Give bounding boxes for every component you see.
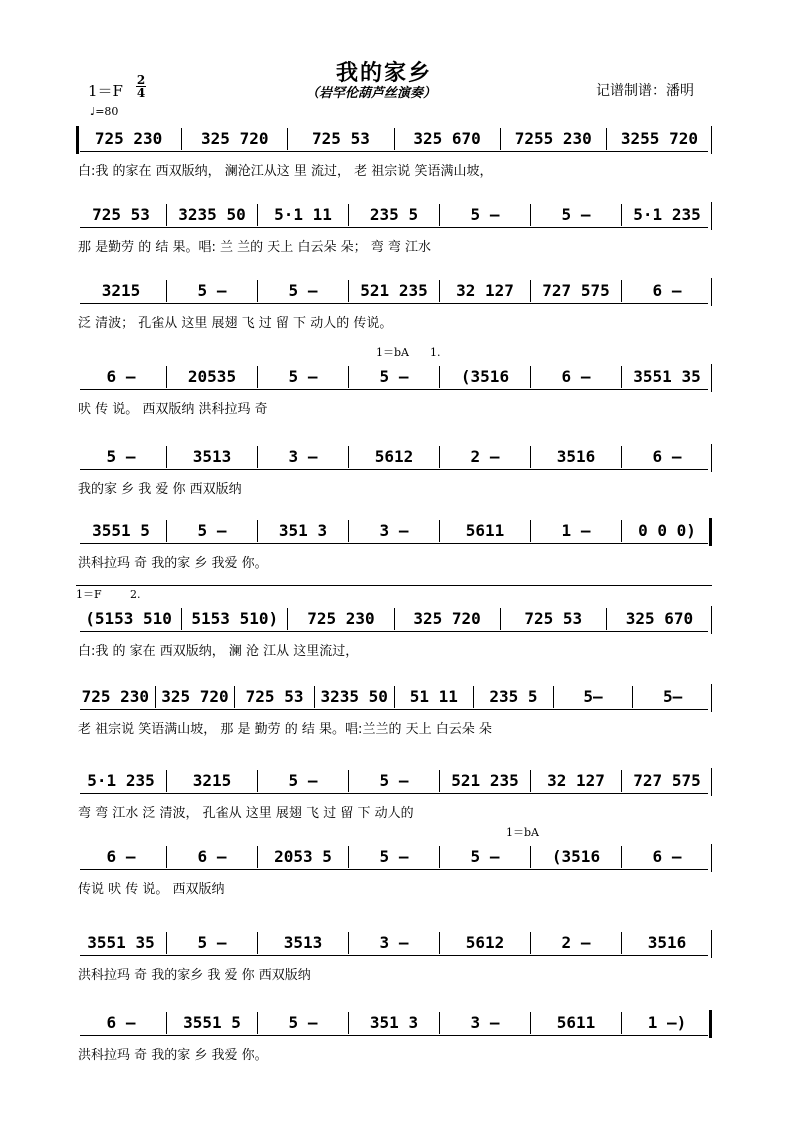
measure-line: [76, 608, 712, 630]
time-bottom: 4: [136, 86, 146, 100]
measure: 5 —: [257, 280, 348, 302]
measure: 5 —: [257, 366, 348, 388]
measure: 3551 35: [621, 366, 712, 388]
measure: 5·1 11: [257, 204, 348, 226]
measure-line: [76, 846, 712, 868]
measure: 5611: [439, 520, 530, 542]
measure: 325 670: [606, 608, 712, 630]
measure: 3215: [101, 281, 141, 300]
score-row: [76, 1002, 712, 1072]
beam-line: [80, 955, 708, 956]
lyric-line: 洪科拉玛 奇 我的家乡 我 爱 你 西双版纳: [78, 968, 311, 983]
measure-line: [76, 1012, 712, 1034]
measure: 725 53: [500, 608, 606, 630]
lyric-line: 我的家 乡 我 爱 你 西双版纳: [78, 482, 242, 497]
repeat-end-barline: [704, 1010, 712, 1038]
measure-line: [76, 520, 712, 542]
beam-line: [80, 631, 708, 632]
measure: 32 127: [439, 280, 530, 302]
measure: 6 —: [106, 367, 136, 386]
measure: 6 —: [166, 846, 257, 868]
measure: 521 235: [348, 280, 439, 302]
tempo-mark: ♩=80: [90, 105, 119, 118]
repeat-start-barline: [76, 126, 84, 154]
beam-line: [80, 469, 708, 470]
measure: 5153 510): [181, 608, 287, 630]
lyric-line: 传说 吠 传 说。 西双版纳: [78, 882, 225, 897]
measure: 6 —: [621, 446, 712, 468]
score-row: [76, 194, 712, 264]
barline: [711, 930, 713, 958]
measure: 725 230: [94, 129, 163, 148]
beam-line: [80, 1035, 708, 1036]
volta-first: 1.: [430, 346, 441, 359]
score-row: [76, 760, 712, 830]
lyric-line: 洪科拉玛 奇 我的家 乡 我爱 你。: [78, 556, 268, 571]
score-row: [76, 922, 712, 992]
lyric-line: 白:我 的 家在 西双版纳， 澜 沧 江从 这里流过，: [78, 644, 359, 659]
measure: 235 5: [473, 686, 553, 708]
barline: [711, 202, 713, 230]
measure: 5612: [348, 446, 439, 468]
beam-line: [80, 389, 708, 390]
lyric-line: 洪科拉玛 奇 我的家 乡 我爱 你。: [78, 1048, 268, 1063]
measure: 5 —: [439, 204, 530, 226]
score-row: [76, 588, 712, 668]
lyric-line: 那 是勤劳 的 结 果。唱: 兰 兰的 天上 白云朵 朵； 弯 弯 江水: [78, 240, 431, 255]
measure: 325 720: [181, 128, 287, 150]
measure: 325 720: [155, 686, 235, 708]
measure: 325 720: [394, 608, 500, 630]
score-subtitle: （岩罕伦葫芦丝演奏）: [306, 86, 437, 101]
barline: [711, 684, 713, 712]
measure: 5 —: [348, 366, 439, 388]
lyric-line: 白:我 的家在 西双版纳， 澜沧江从这 里 流过， 老 祖宗说 笑语满山坡，: [78, 164, 493, 179]
measure: 5611: [530, 1012, 621, 1034]
lyric-line: 泛 清波； 孔雀从 这里 展翅 飞 过 留 下 动人的 传说。: [78, 316, 393, 331]
measure: 3551 35: [87, 933, 155, 952]
lyric-line: 老 祖宗说 笑语满山坡， 那 是 勤劳 的 结 果。唱:兰兰的 天上 白云朵 朵: [78, 722, 492, 737]
barline: [711, 844, 713, 872]
measure: (5153 510: [85, 609, 172, 628]
measure: 351 3: [257, 520, 348, 542]
beam-line: [80, 793, 708, 794]
measure-line: [76, 204, 712, 226]
measure: 725 53: [234, 686, 314, 708]
volta-line: [76, 585, 712, 586]
measure: 5 —: [106, 447, 136, 466]
time-signature: [136, 74, 146, 99]
measure: 3551 5: [92, 521, 150, 540]
measure: 1 —): [621, 1012, 712, 1034]
measure: 32 127: [530, 770, 621, 792]
beam-line: [80, 227, 708, 228]
barline: [711, 606, 713, 634]
measure: 5 —: [530, 204, 621, 226]
measure: 20535: [166, 366, 257, 388]
transcriber-credit: 记谱制谱：潘明: [596, 83, 694, 99]
measure: 3513: [166, 446, 257, 468]
lyric-line: 吠 传 说。 西双版纳 洪科拉玛 奇: [78, 402, 268, 417]
measure: 5—: [632, 686, 712, 708]
measure: 2 —: [439, 446, 530, 468]
measure: (3516: [439, 366, 530, 388]
measure: 235 5: [348, 204, 439, 226]
measure: 3 —: [439, 1012, 530, 1034]
measure: 5·1 235: [621, 204, 712, 226]
measure: 725 230: [81, 687, 150, 706]
score-row: [76, 510, 712, 580]
repeat-end-barline: [704, 518, 712, 546]
measure: 6 —: [106, 1013, 136, 1032]
measure: 3551 5: [166, 1012, 257, 1034]
measure: 0 0 0): [621, 520, 712, 542]
measure: 3 —: [348, 520, 439, 542]
measure: 6 —: [530, 366, 621, 388]
score-row: [76, 826, 712, 906]
measure: 5 —: [166, 932, 257, 954]
measure: 3235 50: [166, 204, 257, 226]
measure: 727 575: [530, 280, 621, 302]
measure: (3516: [530, 846, 621, 868]
beam-line: [80, 303, 708, 304]
measure: 725 230: [287, 608, 393, 630]
measure: 2 —: [530, 932, 621, 954]
barline: [711, 126, 713, 154]
measure: 3255 720: [606, 128, 712, 150]
score-row: [76, 436, 712, 506]
measure-line: [76, 366, 712, 388]
measure: 1 —: [530, 520, 621, 542]
measure: 5 —: [166, 520, 257, 542]
measure: 3 —: [257, 446, 348, 468]
measure: 325 670: [394, 128, 500, 150]
measure: 351 3: [348, 1012, 439, 1034]
score-row: [76, 118, 712, 188]
barline: [711, 768, 713, 796]
measure: 5 —: [348, 770, 439, 792]
measure: 6 —: [621, 846, 712, 868]
barline: [711, 444, 713, 472]
beam-line: [80, 709, 708, 710]
beam-line: [80, 869, 708, 870]
measure-line: [76, 280, 712, 302]
score-row: [76, 676, 712, 746]
measure: 5 —: [257, 770, 348, 792]
measure: 3513: [257, 932, 348, 954]
measure: 3215: [166, 770, 257, 792]
score-row: [76, 346, 712, 426]
measure: 521 235: [439, 770, 530, 792]
measure-line: [76, 770, 712, 792]
lyric-line: 弯 弯 江水 泛 清波， 孔雀从 这里 展翅 飞 过 留 下 动人的: [78, 806, 414, 821]
measure: 2053 5: [257, 846, 348, 868]
beam-line: [80, 543, 708, 544]
measure: 6 —: [621, 280, 712, 302]
measure: 725 53: [287, 128, 393, 150]
key-change-marker: 1＝bA: [506, 826, 539, 839]
beam-line: [80, 151, 708, 152]
score-row: [76, 270, 712, 340]
volta-second: 2.: [130, 588, 141, 601]
time-top: 2: [136, 73, 146, 87]
measure-line: [76, 128, 712, 150]
measure-line: [76, 932, 712, 954]
score-title: 我的家乡: [336, 60, 433, 86]
measure-line: [76, 446, 712, 468]
measure: 3 —: [348, 932, 439, 954]
measure: 7255 230: [500, 128, 606, 150]
measure: 727 575: [621, 770, 712, 792]
measure: 5612: [439, 932, 530, 954]
key-change-marker: 1＝bA: [376, 346, 409, 359]
measure: 5—: [553, 686, 633, 708]
measure-line: [76, 686, 712, 708]
measure: 5 —: [348, 846, 439, 868]
measure: 3516: [621, 932, 712, 954]
barline: [711, 278, 713, 306]
measure: 3235 50: [314, 686, 394, 708]
barline: [711, 364, 713, 392]
measure: 5 —: [257, 1012, 348, 1034]
measure: 5 —: [166, 280, 257, 302]
key-signature: 1＝F: [88, 82, 123, 100]
measure: 3516: [530, 446, 621, 468]
key-change-marker: 1＝F: [76, 588, 102, 601]
measure: 725 53: [92, 205, 150, 224]
measure: 5·1 235: [87, 771, 155, 790]
measure: 5 —: [439, 846, 530, 868]
measure: 6 —: [106, 847, 136, 866]
measure: 51 11: [394, 686, 474, 708]
